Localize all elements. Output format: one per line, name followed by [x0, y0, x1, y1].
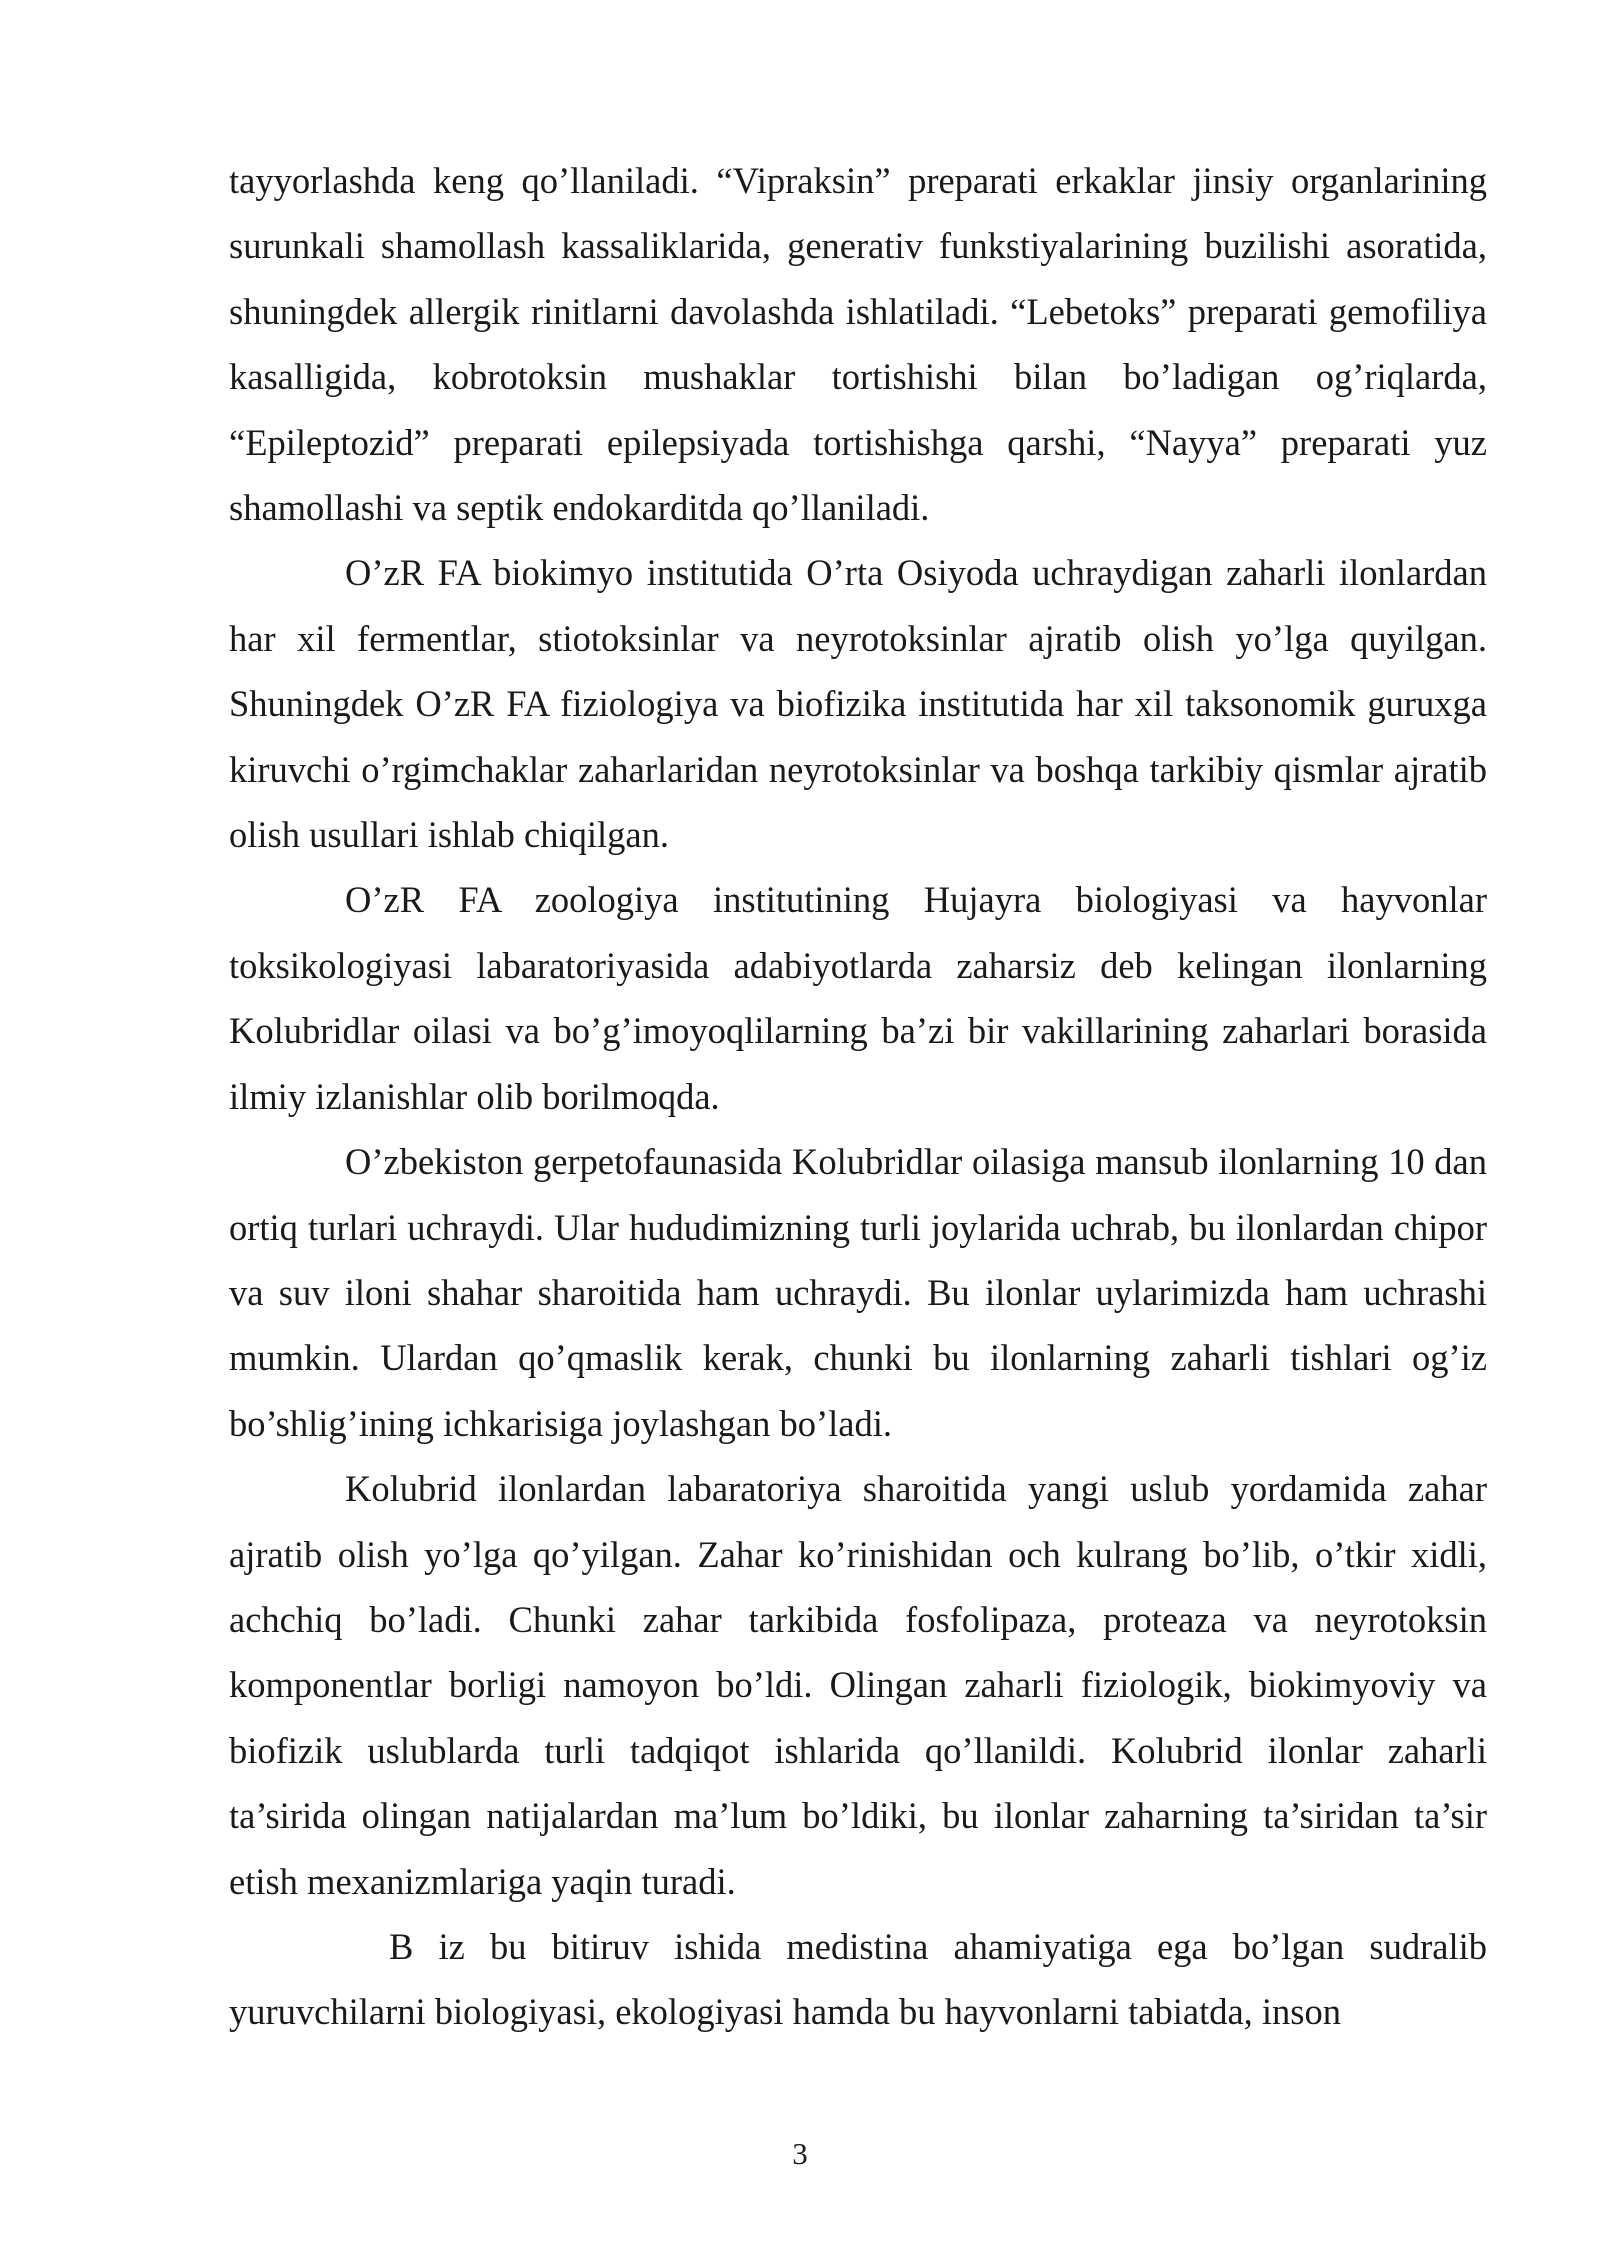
paragraph-6: B iz bu bitiruv ishida medistina ahamiyatiga ega bo’lgan sudralib yuruvchilarni biologiyasi, ekologiyasi hamda bu hayvonlarni tabiatda, inson — [229, 1925, 1487, 2033]
paragraph-4: O’zbekiston gerpetofaunasida Kolubridlar oilasiga mansub ilonlarning 10 dan ortiq turlari uchraydi. Ular hududimizning turli joylarida uchrab, bu ilonlardan chipor va suv iloni shahar sharoitida ham uchraydi. Bu ilonlar uylarimizda ham uchrashi mumkin. Ulardan qo’qmaslik kerak, chunki bu ilonlarning zaharli tishlari og’iz bo’shlig’ining ichkarisiga joylashgan bo’ladi. — [229, 1141, 1487, 1444]
body-text — [229, 148, 1487, 2045]
paragraph-3: O’zR FA zoologiya institutining Hujayra biologiyasi va hayvonlar toksikologiyasi labaratoriyasida adabiyotlarda zaharsiz deb kelingan ilonlarning Kolubridlar oilasi va bo’g’imoyoqlilarning ba’zi bir vakillarining zaharlari borasida ilmiy izlanishlar olib borilmoqda. — [229, 879, 1487, 1117]
page-number: 3 — [792, 2136, 808, 2171]
paragraph-2: O’zR FA biokimyo institutida O’rta Osiyoda uchraydigan zaharli ilonlardan har xil fermentlar, stiotoksinlar va neyrotoksinlar ajratib olish yo’lga quyilgan. Shuningdek O’zR FA fiziologiya va biofizika institutida har xil taksonomik guruxga kiruvchi o’rgimchaklar zaharlaridan neyrotoksinlar va boshqa tarkibiy qismlar ajratib olish usullari ishlab chiqilgan. — [229, 552, 1487, 856]
paragraph-5: Kolubrid ilonlardan labaratoriya sharoitida yangi uslub yordamida zahar ajratib olish yo’lga qo’yilgan. Zahar ko’rinishidan och kulrang bo’lib, o’tkir xidli, achchiq bo’ladi. Chunki zahar tarkibida fosfolipaza, proteaza va neyrotoksin komponentlar borligi namoyon bo’ldi. Olingan zaharli fiziologik, biokimyoviy va biofizik uslublarda turli tadqiqot ishlarida qo’llanildi. Kolubrid ilonlar zaharli ta’sirida olingan natijalardan ma’lum bo’ldiki, bu ilonlar zaharning ta’siridan ta’sir etish mexanizmlariga yaqin turadi. — [229, 1468, 1487, 1902]
paragraph-1: tayyorlashda keng qo’llaniladi. “Vipraksin” preparati erkaklar jinsiy organlarining surunkali shamollash kassaliklarida, generativ funkstiyalarining buzilishi asoratida, shuningdek allergik rinitlarni davolashda ishlatiladi. “Lebetoks” preparati gemofiliya kasalligida, kobrotoksin mushaklar tortishishi bilan bo’ladigan og’riqlarda, “Epileptozid” preparati epilepsiyada tortishishga qarshi, “Nayya” preparati yuz shamollashi va septik endokarditda qo’llaniladi. — [229, 160, 1487, 529]
